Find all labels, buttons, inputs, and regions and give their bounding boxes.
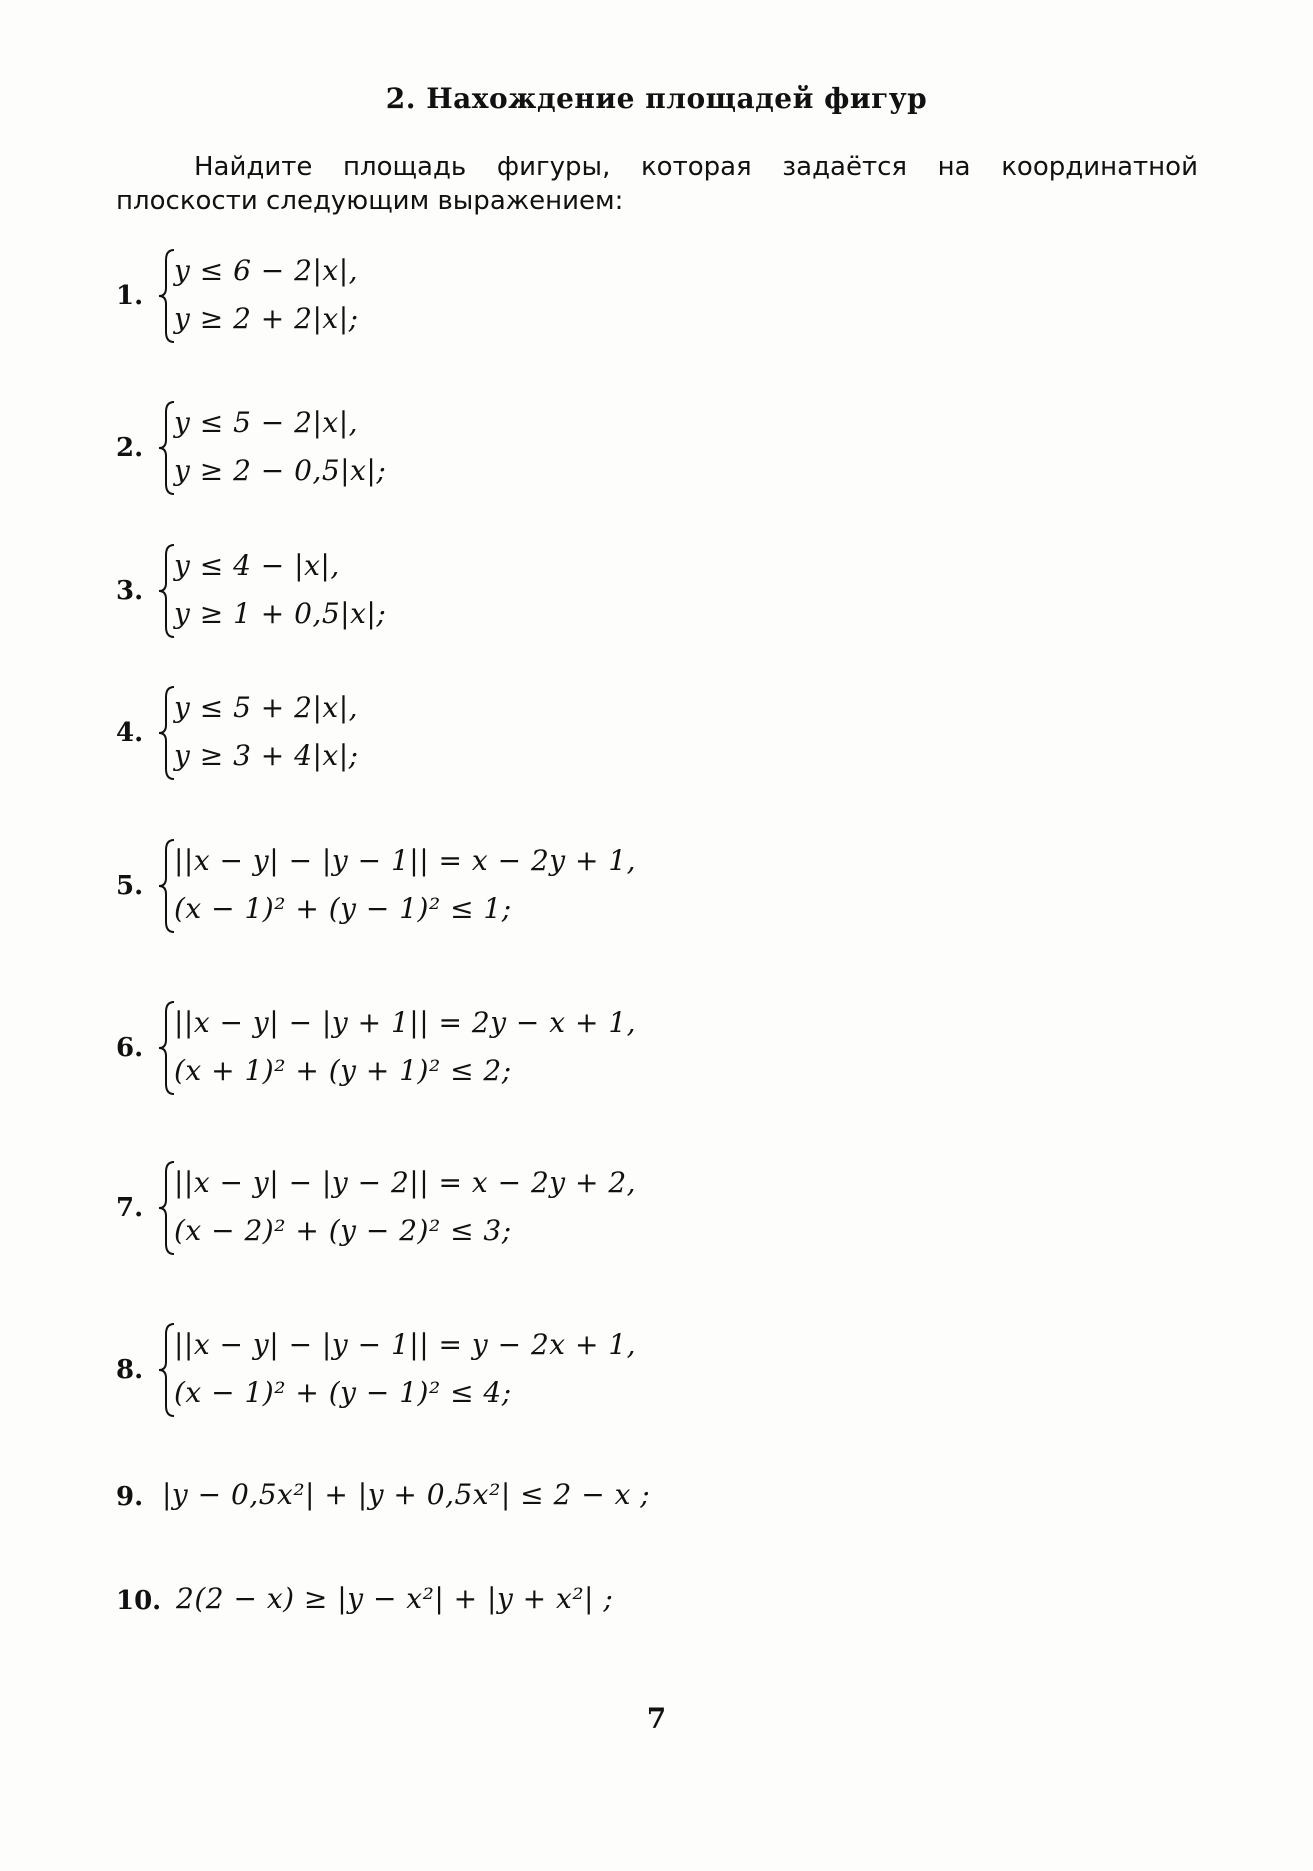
problem-4 <box>116 685 1016 781</box>
problem-1 <box>116 248 1016 344</box>
problem-7 <box>116 1160 1016 1256</box>
inequality: |y − 0,5x²| + |y + 0,5x²| ≤ 2 − x ; <box>162 1478 651 1511</box>
problem-9 <box>116 1472 1016 1522</box>
inequality-2: y ≥ 2 + 2|x|; <box>174 302 359 335</box>
problem-number: 8. <box>116 1355 144 1385</box>
problem-8 <box>116 1322 1016 1418</box>
problem-6 <box>116 1000 1016 1096</box>
problem-number: 4. <box>116 718 144 748</box>
equation-1: ||x − y| − |y − 1|| = x − 2y + 1, <box>174 844 637 877</box>
inequality-2: (x + 1)² + (y + 1)² ≤ 2; <box>174 1054 512 1087</box>
inequality-2: (x − 1)² + (y − 1)² ≤ 1; <box>174 892 512 925</box>
problem-2 <box>116 400 1016 496</box>
problem-number: 3. <box>116 576 144 606</box>
inequality-2: y ≥ 2 − 0,5|x|; <box>174 454 387 487</box>
inequality-2: y ≥ 3 + 4|x|; <box>174 739 359 772</box>
section-heading: 2. Нахождение площадей фигур <box>385 82 928 115</box>
equation-1: ||x − y| − |y − 1|| = y − 2x + 1, <box>174 1328 637 1361</box>
inequality-1: y ≤ 5 + 2|x|, <box>174 691 359 724</box>
problem-number: 9. <box>116 1482 144 1512</box>
problem-number: 10. <box>116 1586 162 1616</box>
inequality-2: y ≥ 1 + 0,5|x|; <box>174 597 387 630</box>
intro-line-2: плоскости следующим выражением: <box>116 186 624 216</box>
inequality-1: y ≤ 5 − 2|x|, <box>174 406 359 439</box>
problem-10 <box>116 1576 1016 1626</box>
problem-number: 1. <box>116 281 144 311</box>
page-number: 7 <box>646 1702 667 1735</box>
problem-number: 5. <box>116 871 144 901</box>
inequality-1: y ≤ 4 − |x|, <box>174 549 340 582</box>
inequality-2: (x − 1)² + (y − 1)² ≤ 4; <box>174 1376 512 1409</box>
intro-line-1: Найдите площадь фигуры, которая задаётся на координатной <box>194 152 1198 182</box>
problem-number: 6. <box>116 1033 144 1063</box>
equation-1: ||x − y| − |y − 2|| = x − 2y + 2, <box>174 1166 637 1199</box>
problem-number: 7. <box>116 1193 144 1223</box>
inequality-2: (x − 2)² + (y − 2)² ≤ 3; <box>174 1214 512 1247</box>
inequality-1: y ≤ 6 − 2|x|, <box>174 254 359 287</box>
problem-number: 2. <box>116 433 144 463</box>
problem-3 <box>116 543 1016 639</box>
inequality: 2(2 − x) ≥ |y − x²| + |y + x²| ; <box>176 1582 614 1615</box>
intro-paragraph <box>116 150 1198 218</box>
problem-5 <box>116 838 1016 934</box>
equation-1: ||x − y| − |y + 1|| = 2y − x + 1, <box>174 1006 637 1039</box>
